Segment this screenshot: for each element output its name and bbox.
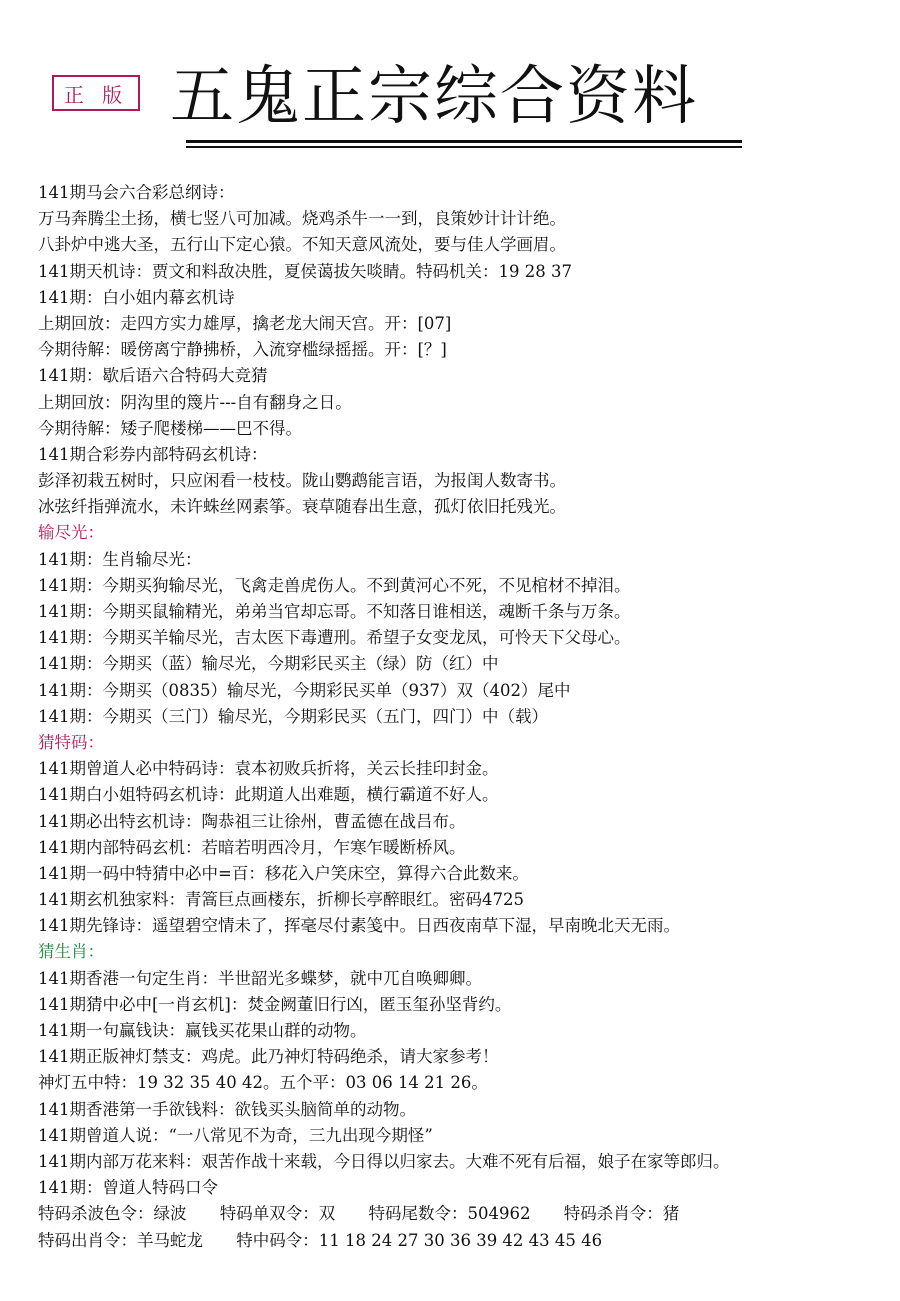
text-line: 141期白小姐特码玄机诗：此期道人出难题，横行霸道不好人。	[38, 785, 499, 805]
kouling-item: 特码尾数令：504962	[368, 1204, 531, 1224]
text-line: 八卦炉中逃大圣，五行山下定心猿。不知天意风流处，要与佳人学画眉。	[38, 235, 566, 255]
text-line: 141期内部特码玄机：若暗若明西冷月，乍寒乍暖断桥风。	[38, 837, 466, 857]
kouling-item: 特码出肖令：羊马蛇龙	[38, 1230, 203, 1250]
text-line: 141期先锋诗：遥望碧空情未了，挥毫尽付素笺中。日西夜南草下湿，早南晚北天无雨。	[38, 916, 680, 936]
text-line: 今期待解：矮子爬楼梯——巴不得。	[38, 418, 302, 438]
text-line: 141期：今期买羊输尽光，吉太医下毒遭刑。希望子女变龙凤，可怜天下父母心。	[38, 628, 631, 648]
text-line: 141期曾道人说：“一八常见不为奇，三九出现今期怪”	[38, 1125, 433, 1145]
section-heading-caitema: 猜特码：	[38, 732, 104, 752]
page-title: 五鬼正宗综合资料	[170, 60, 698, 134]
text-line: 141期香港第一手欲钱料：欲钱买头脑简单的动物。	[38, 1099, 416, 1119]
text-line: 141期合彩券内部特码玄机诗：	[38, 444, 268, 464]
text-line: 神灯五中特：19 32 35 40 42。五个平：03 06 14 21 26。	[38, 1073, 488, 1093]
text-line: 141期香港一句定生肖：半世韶光多蝶梦，就中兀自唤卿卿。	[38, 968, 482, 988]
text-line: 141期：曾道人特码口令	[38, 1178, 218, 1198]
text-line: 今期待解：暖傍离宁静拂桥，入流穿槛绿摇摇。开：[？]	[38, 340, 447, 360]
text-line: 上期回放：走四方实力雄厚，擒老龙大闹天宫。开：[07]	[38, 313, 452, 333]
text-line: 141期猜中必中[一肖玄机]：焚金阙董旧行凶，匿玉玺孙坚背约。	[38, 994, 512, 1014]
text-line: 141期一码中特猜中必中=百：移花入户笑床空，算得六合此数来。	[38, 863, 529, 883]
document-body	[38, 180, 878, 1254]
text-line: 141期正版神灯禁支：鸡虎。此乃神灯特码绝杀，请大家参考！	[38, 1047, 499, 1067]
text-line: 141期必出特玄机诗：陶恭祖三让徐州，曹孟德在战吕布。	[38, 811, 466, 831]
text-line: 141期：今期买（三门）输尽光，今期彩民买（五门，四门）中（载）	[38, 706, 548, 726]
kouling-item: 特中码令：11 18 24 27 30 36 39 42 43 45 46	[236, 1230, 603, 1250]
text-line: 141期：歇后语六合特码大竞猜	[38, 366, 268, 386]
text-line: 141期曾道人必中特码诗：袁本初败兵折将，关云长挂印封金。	[38, 759, 499, 779]
text-line: 141期：今期买（0835）输尽光，今期彩民买单（937）双（402）尾中	[38, 680, 571, 700]
kouling-item: 特码单双令：双	[219, 1204, 336, 1224]
text-line: 141期马会六合彩总纲诗：	[38, 183, 235, 202]
text-line: 141期一句赢钱诀：赢钱买花果山群的动物。	[38, 1021, 367, 1040]
title-underline	[186, 140, 742, 143]
genuine-badge: 正 版	[52, 75, 140, 111]
text-line: 上期回放：阴沟里的篾片---自有翻身之日。	[38, 392, 352, 412]
text-line: 141期天机诗：贾文和料敌决胜，夏侯蔼拔矢啖睛。特码机关：19 28 37	[38, 261, 572, 281]
section-heading-shuqinguang: 输尽光：	[38, 523, 104, 543]
section-heading-caishengxiao: 猜生肖：	[38, 942, 104, 962]
kouling-row-2	[38, 1228, 878, 1254]
text-line: 141期内部万花来料：艰苦作战十来载，今日得以归家去。大难不死有后福，娘子在家等郎归。	[38, 1151, 730, 1171]
text-line: 141期：今期买狗输尽光，飞禽走兽虎伤人。不到黄河心不死，不见棺材不掉泪。	[38, 575, 631, 595]
title-underline-thin	[186, 146, 742, 148]
text-line: 彭泽初栽五树时，只应闲看一枝枝。陇山鹦鹉能言语，为报闺人数寄书。	[38, 471, 566, 491]
text-line: 141期：今期买（蓝）输尽光，今期彩民买主（绿）防（红）中	[38, 654, 499, 674]
kouling-row-1	[38, 1201, 878, 1227]
text-line: 冰弦纤指弹流水，未许蛛丝网素筝。衰草随春出生意，孤灯依旧托残光。	[38, 497, 566, 517]
text-line: 141期：今期买鼠输精光，弟弟当官却忘哥。不知落日谁相送，魂断千条与万条。	[38, 602, 631, 621]
text-line: 141期玄机独家料：青篙巨点画楼东，折柳长亭醉眼红。密码4725	[38, 890, 524, 910]
kouling-item: 特码杀波色令：绿波	[38, 1204, 187, 1224]
text-line: 万马奔腾尘土扬，横七竖八可加减。烧鸡杀牛一一到，良策妙计计计绝。	[38, 209, 566, 229]
kouling-item: 特码杀肖令：猪	[563, 1204, 680, 1224]
text-line: 141期：生肖输尽光：	[38, 549, 202, 569]
text-line: 141期：白小姐内幕玄机诗	[38, 287, 235, 307]
